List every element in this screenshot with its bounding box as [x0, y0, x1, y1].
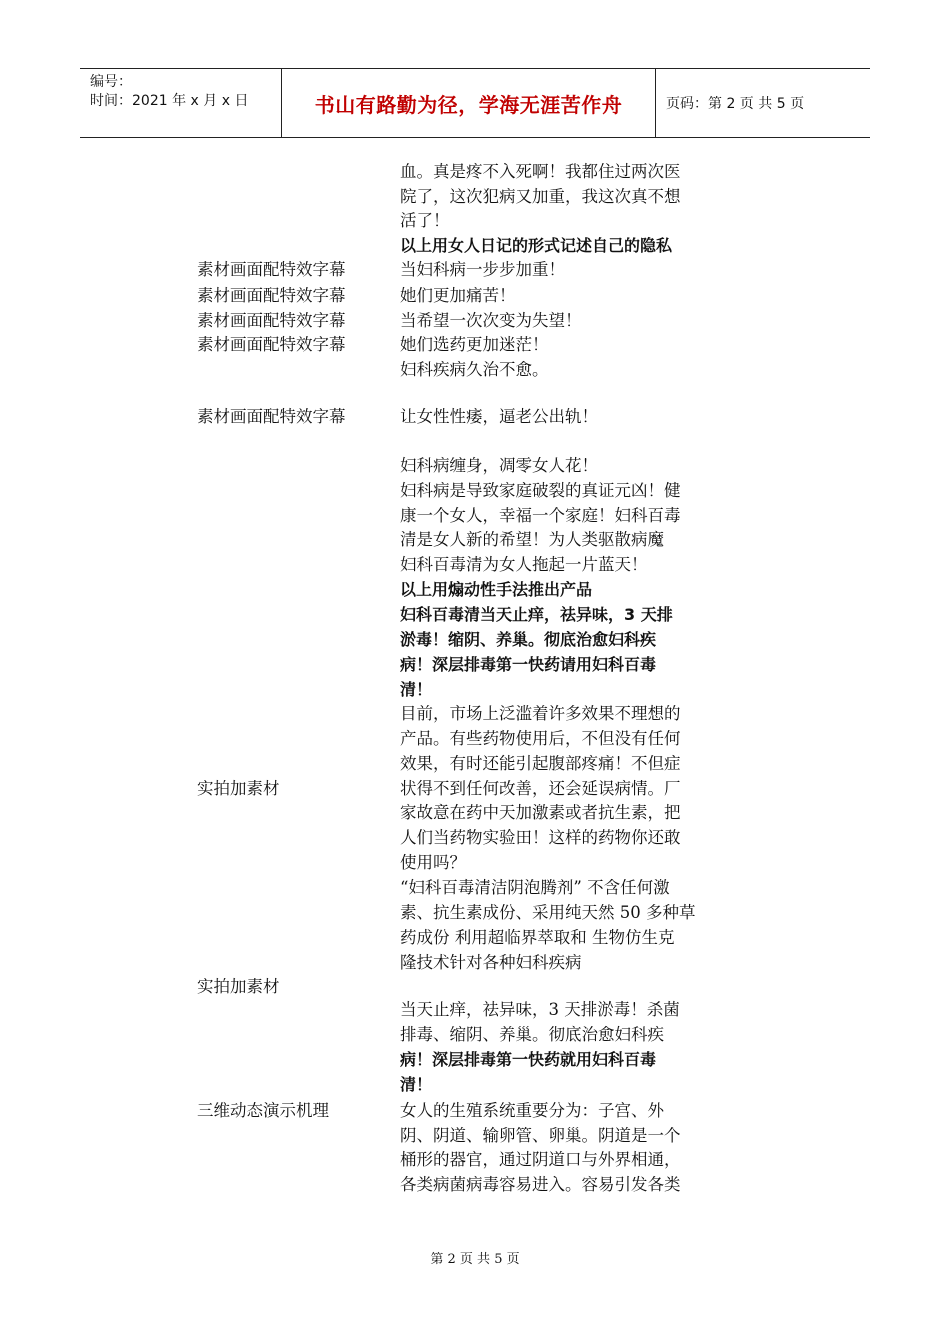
left-label: 素材画面配特效字幕	[197, 260, 346, 279]
body-line: 妇科病是导致家庭破裂的真证元凶！健	[400, 481, 681, 500]
body-line: 目前，市场上泛滥着许多效果不理想的	[400, 704, 681, 723]
left-label: 三维动态演示机理	[197, 1101, 329, 1120]
left-label: 素材画面配特效字幕	[197, 311, 346, 330]
body-line: 淤毒！缩阴、养巢。彻底治愈妇科疾	[400, 630, 657, 649]
body-line: 她们选药更加迷茫！	[400, 335, 549, 354]
body-line: 康一个女人，幸福一个家庭！妇科百毒	[400, 506, 681, 525]
header-meta	[80, 69, 282, 137]
body-line: “妇科百毒清洁阴泡腾剂” 不含任何激	[400, 878, 670, 897]
body-line: 产品。有些药物使用后，不但没有任何	[400, 729, 681, 748]
left-label: 素材画面配特效字幕	[197, 286, 346, 305]
left-label: 实拍加素材	[197, 977, 280, 996]
body-line: 她们更加痛苦！	[400, 286, 516, 305]
body-line: 素、抗生素成份、采用纯天然 50 多种草	[400, 903, 696, 922]
body-line: 清！	[400, 680, 433, 699]
header-page-info: 页码：第 2 页 共 5 页	[666, 96, 805, 112]
body-line: 清！	[400, 1075, 433, 1094]
body-line: 女人的生殖系统重要分为：子宫、外	[400, 1101, 664, 1120]
body-line: 让女性性痿，逼老公出轨！	[400, 407, 598, 426]
body-line: 院了，这次犯病又加重，我这次真不想	[400, 187, 681, 206]
body-line: 活了！	[400, 211, 450, 230]
body-line: 清是女人新的希望！为人类驱散病魔	[400, 530, 664, 549]
body-line: 妇科百毒清当天止痒，祛异味，3 天排	[400, 605, 673, 624]
body-line: 当希望一次次变为失望！	[400, 311, 582, 330]
body-line: 人们当药物实验田！这样的药物你还敢	[400, 828, 681, 847]
body-line: 排毒、缩阴、养巢。彻底治愈妇科疾	[400, 1025, 664, 1044]
body-line: 药成份 利用超临界萃取和 生物仿生克	[400, 928, 675, 947]
body-line: 妇科疾病久治不愈。	[400, 360, 549, 379]
body-line: 以上用女人日记的形式记述自己的隐私	[400, 236, 673, 255]
body-line: 病！深层排毒第一快药就用妇科百毒	[400, 1050, 657, 1069]
body-line: 效果，有时还能引起腹部疼痛！不但症	[400, 754, 681, 773]
page-footer: 第 2 页 共 5 页	[430, 1252, 520, 1267]
body-line: 隆技术针对各种妇科疾病	[400, 953, 582, 972]
left-label: 素材画面配特效字幕	[197, 335, 346, 354]
body-line: 血。真是疼不入死啊！我都住过两次医	[400, 162, 681, 181]
number-label: 编号：	[90, 74, 132, 90]
body-line: 家故意在药中天加激素或者抗生素，把	[400, 803, 681, 822]
body-line: 当妇科病一步步加重！	[400, 260, 565, 279]
body-line: 妇科病缠身，凋零女人花！	[400, 456, 598, 475]
body-line: 妇科百毒清为女人拖起一片蓝天！	[400, 555, 648, 574]
left-label: 素材画面配特效字幕	[197, 407, 346, 426]
body-line: 各类病菌病毒容易进入。容易引发各类	[400, 1175, 681, 1194]
time-label: 时间：2021 年 x 月 x 日	[90, 93, 249, 109]
left-label: 实拍加素材	[197, 779, 280, 798]
body-line: 以上用煽动性手法推出产品	[400, 580, 593, 599]
body-line: 阴、阴道、输卵管、卵巢。阴道是一个	[400, 1126, 681, 1145]
body-line: 使用吗？	[400, 853, 466, 872]
body-line: 当天止痒，祛异味，3 天排淤毒！杀菌	[400, 1000, 680, 1019]
header-motto: 书山有路勤为径，学海无涯苦作舟	[282, 69, 656, 137]
document-header	[80, 68, 870, 138]
body-line: 桶形的器官，通过阴道口与外界相通，	[400, 1150, 681, 1169]
body-line: 状得不到任何改善，还会延误病情。厂	[400, 779, 681, 798]
body-line: 病！深层排毒第一快药请用妇科百毒	[400, 655, 657, 674]
